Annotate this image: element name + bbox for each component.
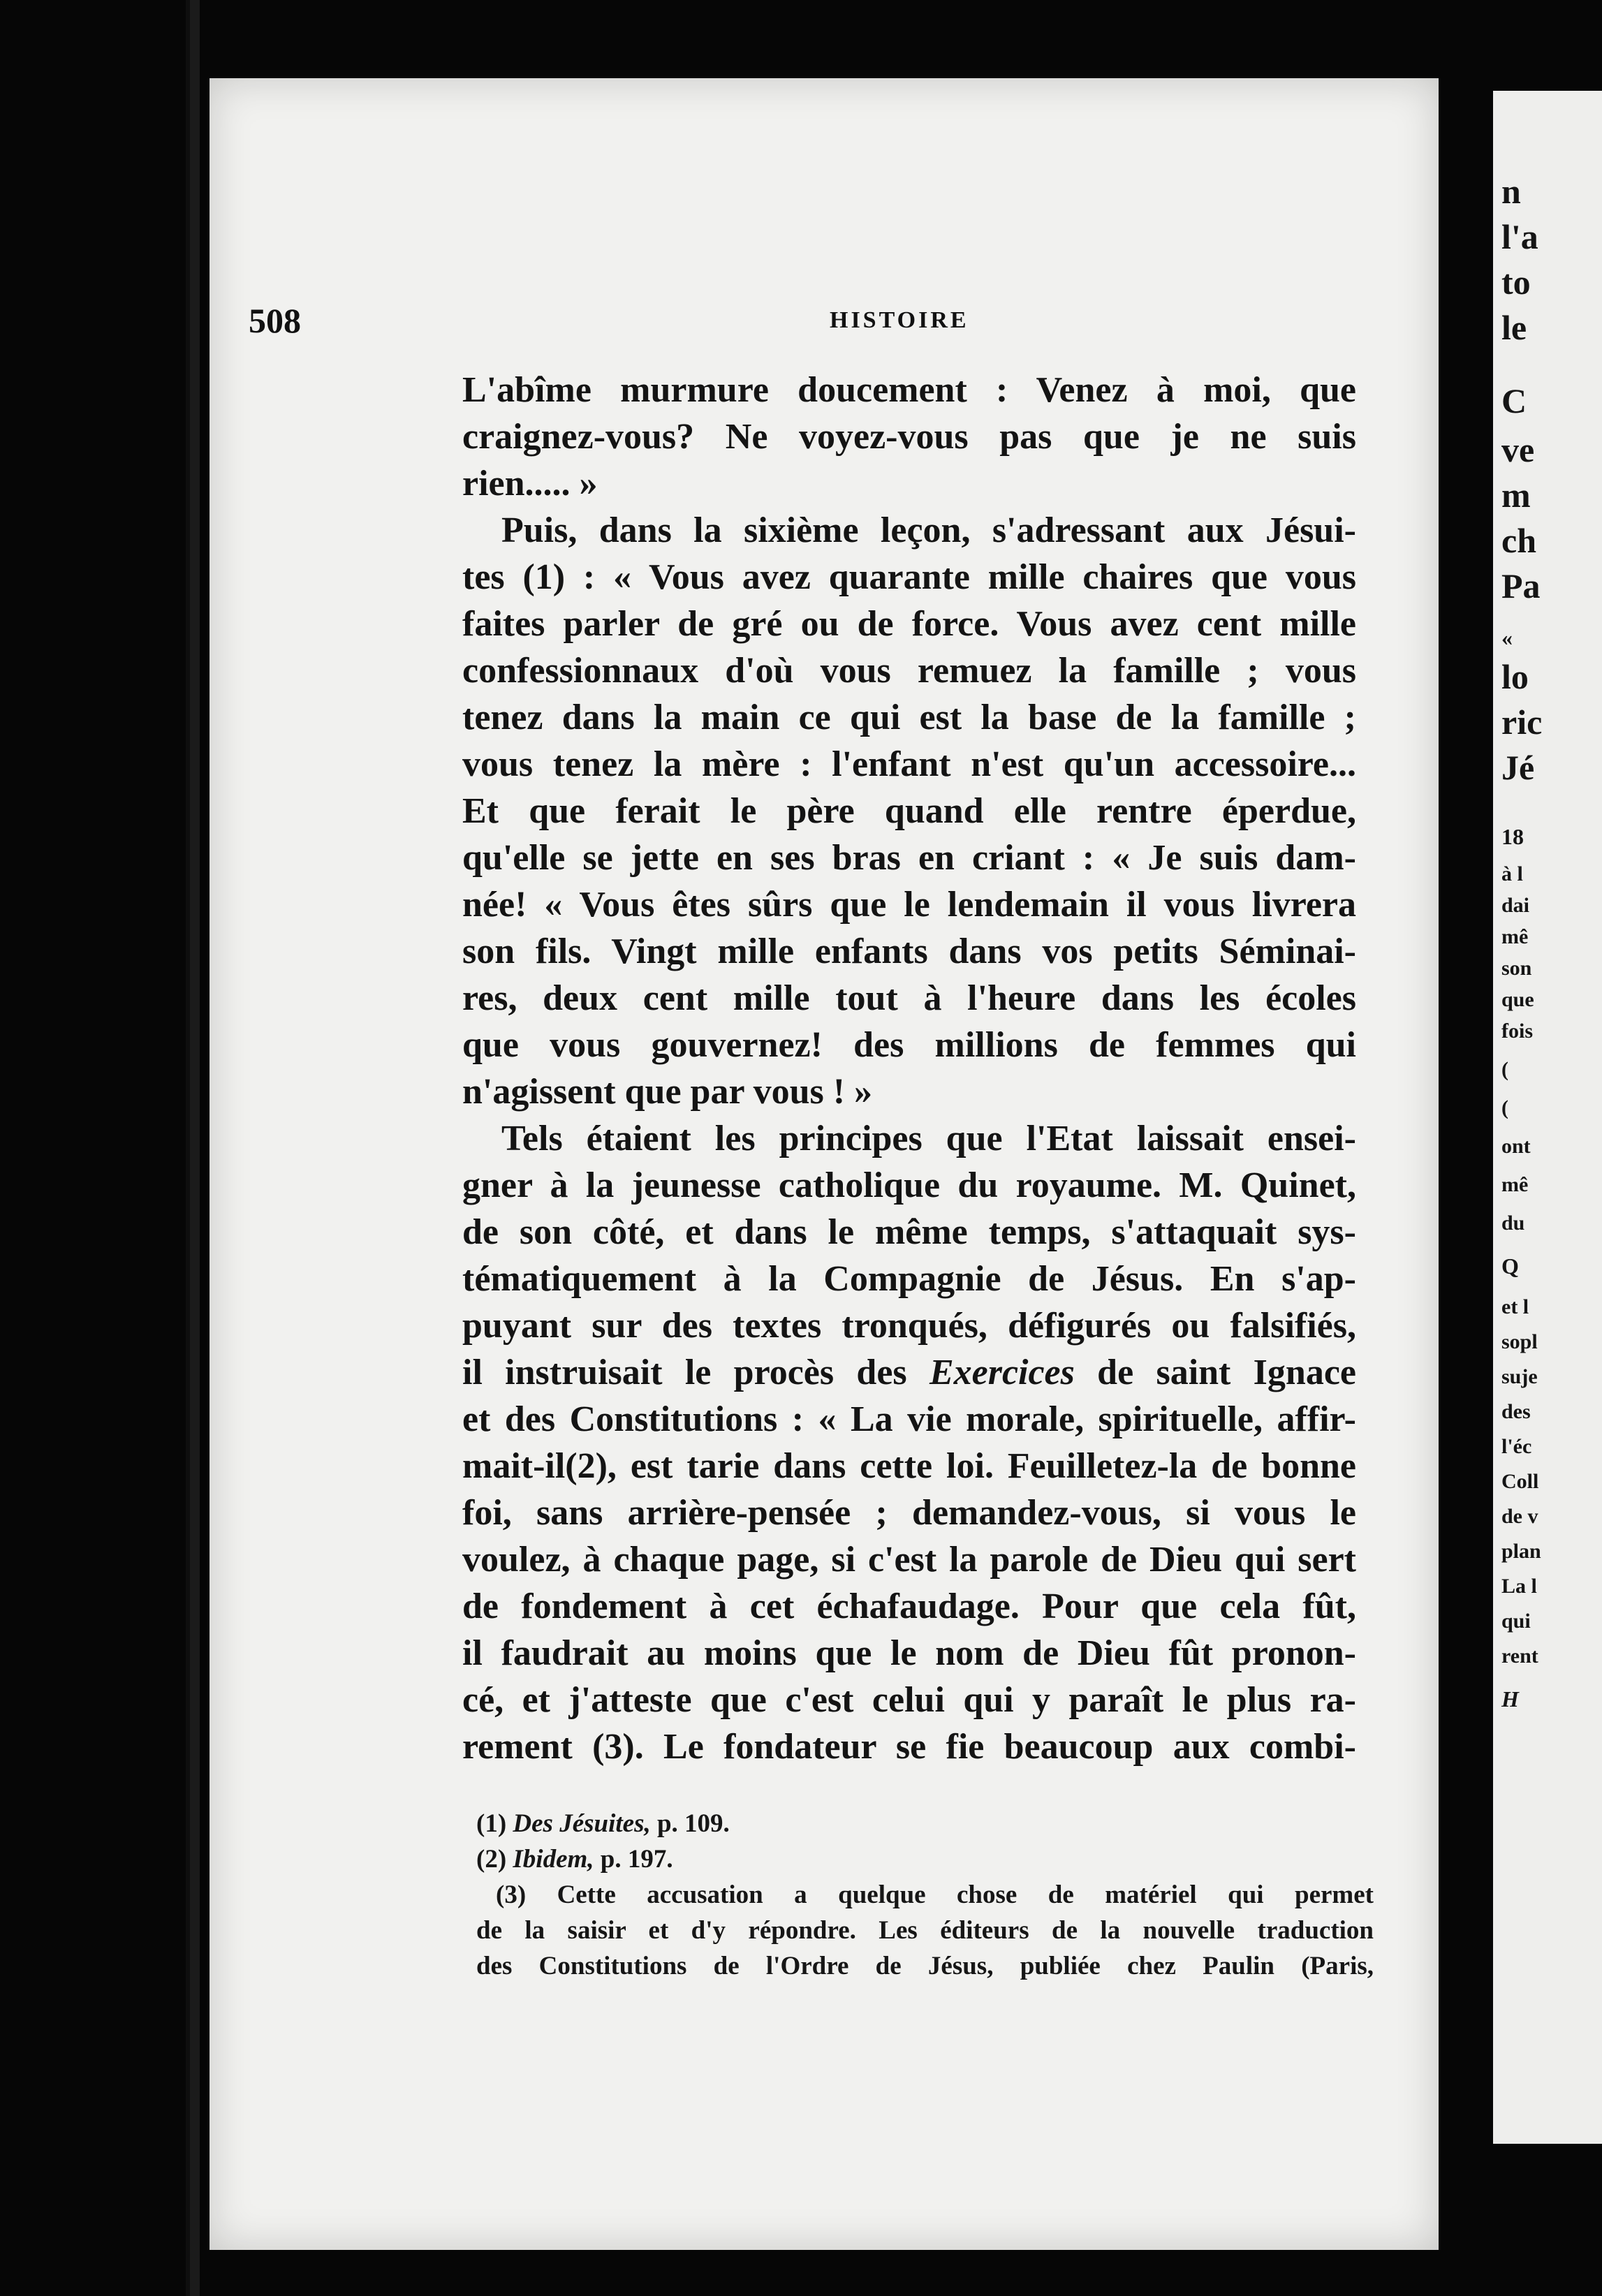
- next-page-fragment: (: [1501, 1096, 1508, 1119]
- next-page-fragment: lo: [1501, 657, 1529, 696]
- text-line: mait-il(2), est tarie dans cette loi. Feuilletez-la de bonne: [462, 1446, 1356, 1486]
- next-page-fragment: Q: [1501, 1253, 1519, 1279]
- footnote-work-title: Des Jésuites,: [513, 1809, 651, 1838]
- footnotes: [476, 1806, 1374, 1984]
- next-page-fragment: qui: [1501, 1610, 1531, 1633]
- next-page-fragment: de v: [1501, 1505, 1538, 1528]
- text-line: puyant sur des textes tronqués, défigurés ou falsifiés,: [462, 1306, 1356, 1346]
- text-line: faites parler de gré ou de force. Vous avez cent mille: [462, 604, 1356, 644]
- text-line: son fils. Vingt mille enfants dans vos petits Séminai-: [462, 932, 1356, 971]
- next-page-fragment: Coll: [1501, 1470, 1539, 1493]
- text-line: res, deux cent mille tout à l'heure dans les écoles: [462, 978, 1356, 1018]
- footnote-work-title: Ibidem,: [513, 1845, 594, 1874]
- next-page-fragment: 18: [1501, 824, 1524, 849]
- text-line: L'abîme murmure doucement : Venez à moi, que: [462, 370, 1356, 410]
- page-header: [249, 300, 1366, 349]
- text-line: gner à la jeunesse catholique du royaume. M. Quinet,: [462, 1165, 1356, 1205]
- next-page-fragment: des: [1501, 1400, 1531, 1423]
- next-page-fragment: et l: [1501, 1295, 1529, 1318]
- next-page-fragment: La l: [1501, 1575, 1537, 1598]
- body-text: [462, 367, 1356, 1770]
- text-line: rien..... »: [462, 464, 598, 503]
- next-page-fragment: ch: [1501, 521, 1536, 560]
- text-line: foi, sans arrière-pensée ; demandez-vous, si vous le: [462, 1493, 1356, 1533]
- next-page-fragment: C: [1501, 381, 1527, 420]
- next-page-fragment: fois: [1501, 1020, 1533, 1043]
- text-line: qu'elle se jette en ses bras en criant : « Je suis dam-: [462, 838, 1356, 878]
- next-page-fragment: que: [1501, 988, 1534, 1011]
- next-page-fragment: «: [1501, 625, 1513, 650]
- text-line: tenez dans la main ce qui est la base de la famille ;: [462, 698, 1356, 737]
- text-line: que vous gouvernez! des millions de femmes qui: [462, 1025, 1356, 1065]
- footnote-3-line: des Constitutions de l'Ordre de Jésus, publiée chez Paulin (Paris,: [476, 1952, 1374, 1980]
- page-number: 508: [249, 301, 301, 340]
- next-page-fragment: n: [1501, 172, 1521, 211]
- text-line: vous tenez la mère : l'enfant n'est qu'un accessoire...: [462, 744, 1356, 784]
- text-line: cé, et j'atteste que c'est celui qui y paraît le plus ra-: [462, 1680, 1356, 1720]
- next-page-fragment: Pa: [1501, 566, 1541, 605]
- running-head: HISTOIRE: [830, 307, 969, 333]
- footnote-page: p. 109.: [650, 1809, 730, 1838]
- next-page-fragment: (: [1501, 1058, 1508, 1081]
- next-page-fragment: Jé: [1501, 748, 1535, 787]
- next-page-fragment: du: [1501, 1212, 1525, 1235]
- text-line: tématiquement à la Compagnie de Jésus. En s'ap-: [462, 1259, 1356, 1299]
- next-page-fragment: m: [1501, 476, 1531, 515]
- footnote-page: p. 197.: [594, 1845, 673, 1874]
- text-line: née! « Vous êtes sûrs que le lendemain il vous livrera: [462, 885, 1356, 925]
- next-page-fragment: plan: [1501, 1540, 1541, 1563]
- next-page-fragment: sopl: [1501, 1330, 1538, 1353]
- text-line: de fondement à cet échafaudage. Pour que cela fût,: [462, 1587, 1356, 1626]
- next-page-fragment: mê: [1501, 925, 1529, 948]
- text-line: et des Constitutions : « La vie morale, spirituelle, affir-: [462, 1399, 1356, 1439]
- next-page-fragment: to: [1501, 263, 1531, 302]
- footnote-mark: (1): [476, 1809, 513, 1838]
- text-line: il faudrait au moins que le nom de Dieu fût pronon-: [462, 1633, 1356, 1673]
- text-line: n'agissent que par vous ! »: [462, 1072, 873, 1112]
- next-page-fragment: mê: [1501, 1173, 1529, 1196]
- next-page-fragment: le: [1501, 308, 1527, 347]
- footnote-mark: (2): [476, 1845, 513, 1874]
- footnote-1: [476, 1806, 1374, 1841]
- next-page-fragment: ric: [1501, 702, 1543, 742]
- next-page-fragment: dai: [1501, 894, 1530, 917]
- footnote-2: [476, 1841, 1374, 1877]
- next-page-fragment: ont: [1501, 1135, 1531, 1158]
- work-title-exercices: Exercices: [929, 1353, 1075, 1392]
- next-page-fragment: à l: [1501, 862, 1523, 885]
- text-line: confessionnaux d'où vous remuez la famille ; vous: [462, 651, 1356, 691]
- next-page-fragment: rent: [1501, 1644, 1538, 1668]
- text-line: Tels étaient les principes que l'Etat laissait ensei-: [501, 1119, 1356, 1158]
- text-line: [462, 1349, 1356, 1396]
- text-line: de son côté, et dans le même temps, s'attaquait sys-: [462, 1212, 1356, 1252]
- text-segment: de saint Ignace: [1074, 1353, 1356, 1392]
- next-page-fragment: ve: [1501, 430, 1535, 469]
- next-page-fragment: l'a: [1501, 217, 1538, 256]
- text-line: Puis, dans la sixième leçon, s'adressant aux Jésui-: [501, 510, 1356, 550]
- adjacent-page-edge: [1493, 91, 1602, 2144]
- text-line: tes (1) : « Vous avez quarante mille chaires que vous: [462, 557, 1356, 597]
- next-page-fragment: H: [1501, 1686, 1519, 1712]
- text-segment: il instruisait le procès des: [462, 1353, 929, 1392]
- text-line: rement (3). Le fondateur se fie beaucoup aux combi-: [462, 1727, 1356, 1767]
- text-line: craignez-vous? Ne voyez-vous pas que je ne suis: [462, 417, 1356, 457]
- next-page-fragment: l'éc: [1501, 1435, 1532, 1458]
- next-page-fragment: son: [1501, 957, 1532, 980]
- text-line: Et que ferait le père quand elle rentre éperdue,: [462, 791, 1356, 831]
- text-line: voulez, à chaque page, si c'est la parole de Dieu qui sert: [462, 1540, 1356, 1580]
- binding-edge: [186, 0, 200, 2296]
- footnote-3-line: de la saisir et d'y répondre. Les éditeurs de la nouvelle traduction: [476, 1916, 1374, 1945]
- footnote-3-line: (3) Cette accusation a quelque chose de matériel qui permet: [496, 1881, 1374, 1909]
- next-page-fragment: suje: [1501, 1365, 1538, 1388]
